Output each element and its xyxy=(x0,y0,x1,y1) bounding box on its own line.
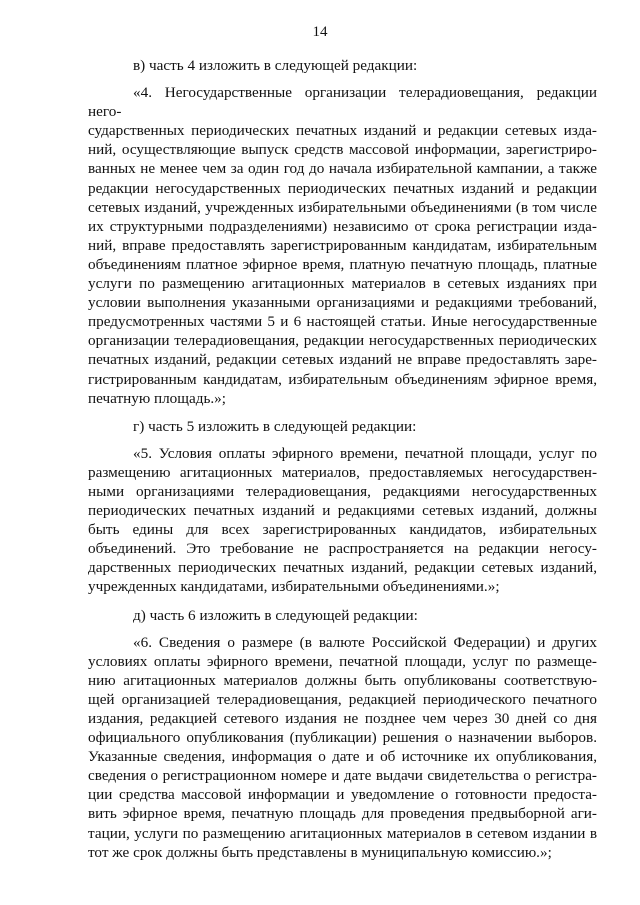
text-line: условии выполнения указанными организациями и редакциями требований, xyxy=(88,294,597,312)
text-line: их структурными подразделениями) независимо от срока регистрации изда- xyxy=(88,217,597,235)
text-line: официального опубликования (публикации) решения о назначении выборов. xyxy=(88,729,597,747)
amendment-text-paragraph xyxy=(88,83,597,408)
text-line: гистрированным кандидатам, избирательным объединениям эфирное время, xyxy=(88,370,597,388)
document-body xyxy=(88,56,597,871)
text-line: сударственных периодических печатных изданий и редакции сетевых изда- xyxy=(88,122,597,140)
text-line: печатную площадь.»; xyxy=(88,389,226,407)
text-line: редакции негосударственных периодических печатных изданий и редакции xyxy=(88,179,597,197)
text-line: «5. Условия оплаты эфирного времени, печатной площади, услуг по xyxy=(133,444,597,462)
text-line: сведения о регистрационном номере и дате выдачи свидетельства о регистра- xyxy=(88,767,597,785)
amendment-text-paragraph xyxy=(88,633,597,862)
text-line: г) часть 5 изложить в следующей редакции: xyxy=(133,417,417,435)
text-line: Указанные сведения, информация о дате и об источнике их опубликования, xyxy=(88,748,597,766)
text-line: быть едины для всех зарегистрированных кандидатов, избирательных xyxy=(88,521,597,539)
text-line: «6. Сведения о размере (в валюте Российской Федерации) и других xyxy=(133,633,597,651)
text-line: ными организациями телерадиовещания, редакциями негосударственных xyxy=(88,482,597,500)
text-line: услуги по размещению агитационных материалов в сетевых изданиях при xyxy=(88,275,597,293)
text-line: д) часть 6 изложить в следующей редакции: xyxy=(133,606,418,624)
text-line: периодических печатных изданий и редакциями сетевых изданий, должны xyxy=(88,502,597,520)
text-line: ний, осуществляющие выпуск средств массовой информации, зарегистриро- xyxy=(88,141,597,159)
text-line: вить эфирное время, печатную площадь для проведения предвыборной аги- xyxy=(88,805,597,823)
amendment-text-paragraph xyxy=(88,444,597,597)
amendment-instruction xyxy=(88,606,597,625)
text-line: объединениям платное эфирное время, платную печатную площадь, платные xyxy=(88,255,597,273)
text-line: размещению агитационных материалов, предоставляемых негосударствен- xyxy=(88,463,597,481)
text-line: тации, услуги по размещению агитационных материалов в сетевом издании в xyxy=(88,824,597,842)
text-line: условиях оплаты эфирного времени, печатной площади, услуг по размеще- xyxy=(88,652,597,670)
text-line: ванных не менее чем за один год до начала избирательной кампании, а также xyxy=(88,160,597,178)
text-line: ции средства массовой информации и уведомление о готовности предоста- xyxy=(88,786,597,804)
text-line: печатных изданий, редакции сетевых изданий не вправе предоставлять заре- xyxy=(88,351,597,369)
page-number: 14 xyxy=(312,24,328,40)
text-line: в) часть 4 изложить в следующей редакции: xyxy=(133,57,418,74)
text-line: организации телерадиовещания, редакции негосударственных периодических xyxy=(88,332,597,350)
text-line: ний, вправе предоставлять зарегистрированным кандидатам, избирательным xyxy=(88,236,597,254)
text-line: тот же срок должны быть представлены в муниципальную комиссию.»; xyxy=(88,843,552,861)
text-line: объединений. Это требование не распространяется на редакции негосу- xyxy=(88,540,597,558)
text-line: щей организацией телерадиовещания, редакцией периодического печатного xyxy=(88,690,597,708)
text-line: дарственных периодических печатных изданий, редакции сетевых изданий, xyxy=(88,559,597,577)
text-line: сетевых изданий, учрежденных избирательными объединениями (в том числе xyxy=(88,198,597,216)
text-line: издания, редакцией сетевого издания не позднее чем через 30 дней со дня xyxy=(88,710,597,727)
text-line: нию агитационных материалов должны быть опубликованы соответствую- xyxy=(88,671,597,689)
amendment-instruction xyxy=(88,56,597,75)
text-line: «4. Негосударственные организации телерадиовещания, редакции него- xyxy=(88,84,597,121)
text-line: учрежденных кандидатами, избирательными объединениями.»; xyxy=(88,578,500,596)
text-line: предусмотренных частями 5 и 6 настоящей статьи. Иные негосударственные xyxy=(88,313,597,331)
amendment-instruction xyxy=(88,417,597,436)
